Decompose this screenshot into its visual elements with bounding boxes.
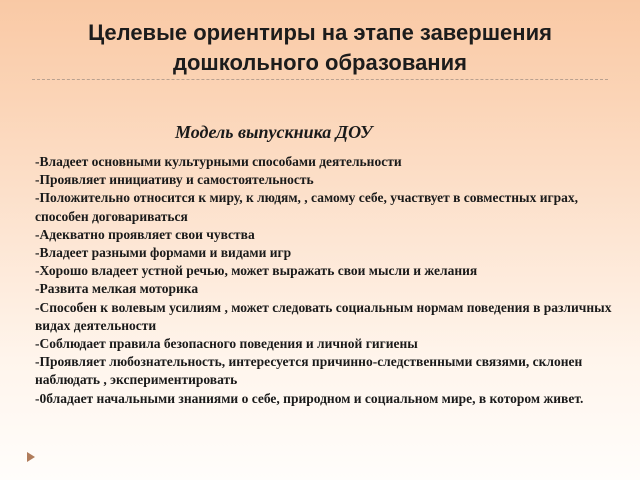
list-item: -Развита мелкая моторика: [35, 281, 199, 297]
list-item: -Адекватно проявляет свои чувства: [35, 226, 255, 242]
play-arrow-icon[interactable]: [27, 452, 35, 462]
title-divider: [32, 79, 608, 80]
slide-subtitle: Модель выпускника ДОУ: [175, 122, 373, 142]
list-item: -0бладает начальными знаниями о себе, природном и социальном мире, в котором живет.: [35, 390, 584, 406]
list-item: -Проявляет любознательность, интересуется причинно-следственными связями, склонен наблюдать , экспериментировать: [35, 354, 583, 388]
list-item: -Способен к волевым усилиям , может следовать социальным нормам поведения в различных видах деятельности: [35, 299, 612, 333]
list-item: -Соблюдает правила безопасного поведения и личной гигиены: [35, 336, 418, 352]
list-item: -Проявляет инициативу и самостоятельность: [35, 172, 314, 188]
list-item: -Положительно относится к миру, к людям, , самому себе, участвует в совместных играх, способен договариваться: [35, 190, 578, 224]
criteria-list: [35, 153, 620, 408]
slide-title: Целевые ориентиры на этапе завершения дошкольного образования: [88, 20, 552, 75]
list-item: -Владеет основными культурными способами деятельности: [35, 154, 402, 169]
list-item: -Владеет разными формами и видами игр: [35, 245, 292, 261]
list-item: -Хорошо владеет устной речью, может выражать свои мысли и желания: [35, 263, 478, 279]
